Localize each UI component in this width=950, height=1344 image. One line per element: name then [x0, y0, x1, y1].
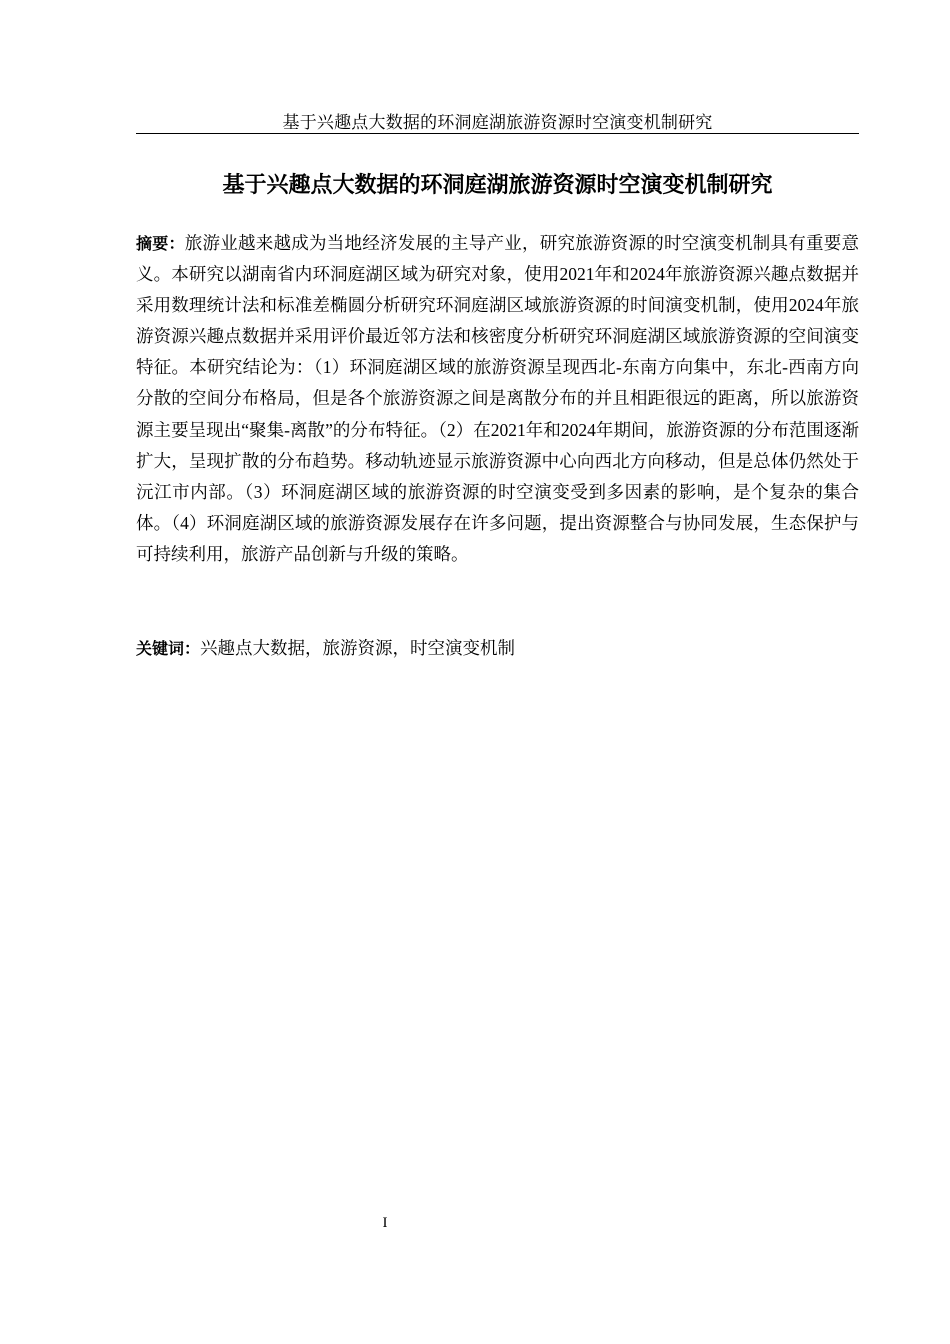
- keywords-label: 关键词：: [136, 639, 201, 658]
- header-divider: [136, 133, 859, 134]
- keywords-text: 兴趣点大数据，旅游资源，时空演变机制: [200, 638, 516, 658]
- abstract-text: 旅游业越来越成为当地经济发展的主导产业，研究旅游资源的时空演变机制具有重要意义。本研究以湖南省内环洞庭湖区域为研究对象，使用2021年和2024年旅游资源兴趣点数据并采用数理统计法和标准差椭圆分析研究环洞庭湖区域旅游资源的时间演变机制，使用2024年旅游资源兴趣点数据并采用评价最近邻方法和核密度分析研究环洞庭湖区域旅游资源的空间演变特征。本研究结论为：（1）环洞庭湖区域的旅游资源呈现西北-东南方向集中，东北-西南方向分散的空间分布格局，但是各个旅游资源之间是离散分布的并且相距很远的距离，所以旅游资源主要呈现出“聚集-离散”的分布特征。（2）在2021年和2024年期间，旅游资源的分布范围逐渐扩大，呈现扩散的分布趋势。移动轨迹显示旅游资源中心向西北方向移动，但是总体仍然处于沅江市内部。（3）环洞庭湖区域的旅游资源的时空演变受到多因素的影响，是个复杂的集合体。（4）环洞庭湖区域的旅游资源发展存在许多问题，提出资源整合与协同发展，生态保护与可持续利用，旅游产品创新与升级的策略。: [136, 233, 859, 564]
- page-number: I: [382, 1215, 388, 1231]
- page-title: 基于兴趣点大数据的环洞庭湖旅游资源时空演变机制研究: [222, 173, 773, 198]
- abstract-paragraph: [136, 228, 859, 570]
- running-header: 基于兴趣点大数据的环洞庭湖旅游资源时空演变机制研究: [282, 113, 713, 132]
- keywords-paragraph: [136, 633, 859, 664]
- abstract-label: 摘要：: [136, 234, 185, 253]
